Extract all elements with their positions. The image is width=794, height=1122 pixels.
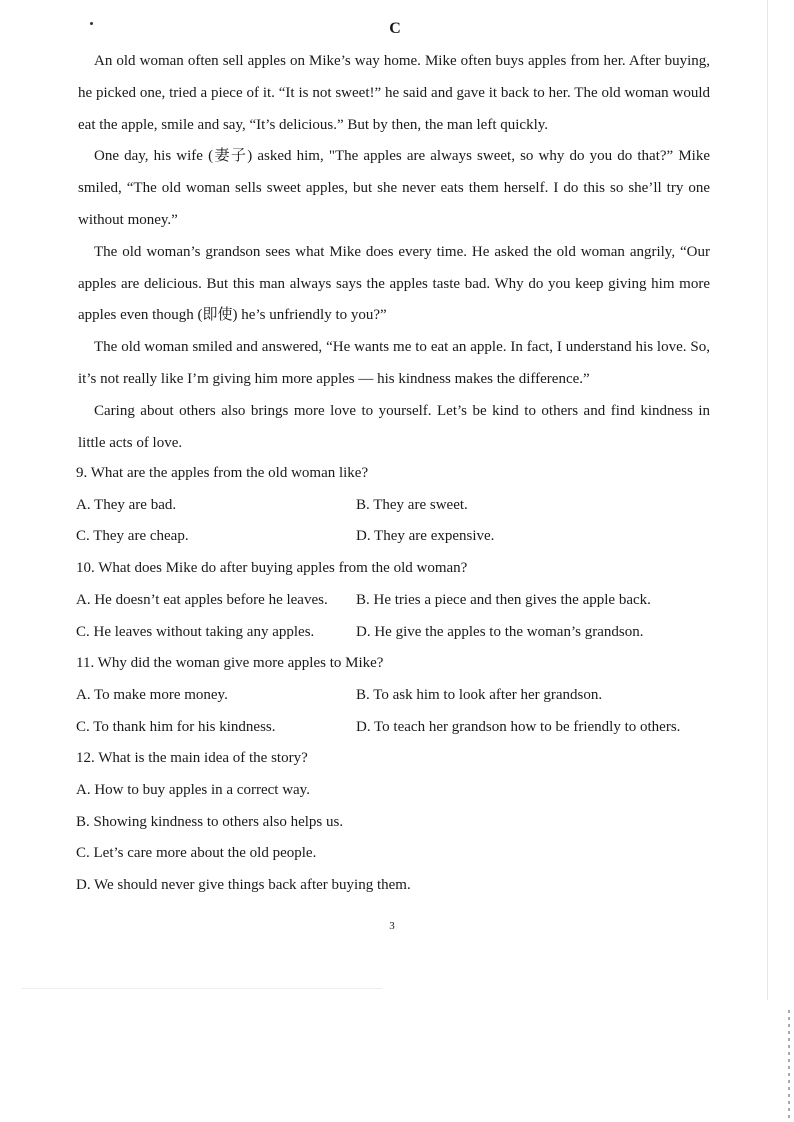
passage-paragraph: One day, his wife (妻子) asked him, "The apples are always sweet, so why do you do that?” Mike smiled, “The old woman sells sweet apples, but she never eats them herself. I do this so she’ll try one without money.” xyxy=(78,148,710,228)
option-c: C. They are cheap. xyxy=(76,528,189,545)
question-10 xyxy=(76,553,716,648)
scan-bottom-line xyxy=(22,988,382,989)
option-row xyxy=(76,490,716,522)
question-stem: 11. Why did the woman give more apples to Mike? xyxy=(76,655,384,672)
option-row xyxy=(76,712,716,744)
option-d: D. We should never give things back after buying them. xyxy=(76,877,411,894)
option-row xyxy=(76,521,716,553)
option-a: A. They are bad. xyxy=(76,496,177,513)
option-a: A. To make more money. xyxy=(76,686,228,703)
scan-dashed-edge xyxy=(788,1010,790,1120)
option-d: D. They are expensive. xyxy=(356,528,495,545)
option-b: B. To ask him to look after her grandson. xyxy=(356,686,603,703)
option-a: A. He doesn’t eat apples before he leaves. xyxy=(76,591,328,608)
question-stem: 12. What is the main idea of the story? xyxy=(76,750,308,767)
question-stem: 10. What does Mike do after buying apples from the old woman? xyxy=(76,560,468,577)
option-c: C. Let’s care more about the old people. xyxy=(76,845,317,862)
option-row xyxy=(76,585,716,617)
question-stem: 9. What are the apples from the old woman like? xyxy=(76,465,369,481)
passage-paragraph: The old woman smiled and answered, “He wants me to eat an apple. In fact, I understand his love. So, it’s not really like I’m giving him more apples — his kindness makes the difference.” xyxy=(78,339,710,387)
passage-paragraph: Caring about others also brings more love to yourself. Let’s be kind to others and find kindness in little acts of love. xyxy=(78,402,710,451)
option-b: B. They are sweet. xyxy=(356,496,468,513)
scan-edge-line xyxy=(767,0,768,1000)
option-b: B. He tries a piece and then gives the apple back. xyxy=(356,591,651,608)
passage-paragraph: An old woman often sell apples on Mike’s way home. Mike often buys apples from her. After buying, he picked one, tried a piece of it. “It is not sweet!” he said and gave it back to her. The old woman would eat the apple, smile and say, “It’s delicious.” But by then, the man left quickly. xyxy=(78,53,710,133)
option-row xyxy=(76,680,716,712)
question-11 xyxy=(76,648,716,743)
option-d: D. He give the apples to the woman’s grandson. xyxy=(356,623,644,640)
question-9 xyxy=(76,458,716,553)
passage-paragraph: The old woman’s grandson sees what Mike does every time. He asked the old woman angrily, “Our apples are delicious. But this man always says the apples taste bad. Why do you keep giving him more apples even though (即使) he’s unfriendly to you?” xyxy=(78,243,710,324)
option-c: C. To thank him for his kindness. xyxy=(76,718,276,735)
option-c: C. He leaves without taking any apples. xyxy=(76,623,315,640)
question-12 xyxy=(76,743,716,902)
option-b: B. Showing kindness to others also helps us. xyxy=(76,813,344,830)
reading-passage xyxy=(78,46,710,459)
section-title: C xyxy=(389,20,401,37)
option-a: A. How to buy apples in a correct way. xyxy=(76,782,310,799)
option-row xyxy=(76,617,716,649)
page-number: 3 xyxy=(389,920,395,932)
option-d: D. To teach her grandson how to be friendly to others. xyxy=(356,718,681,735)
question-list xyxy=(76,458,716,902)
